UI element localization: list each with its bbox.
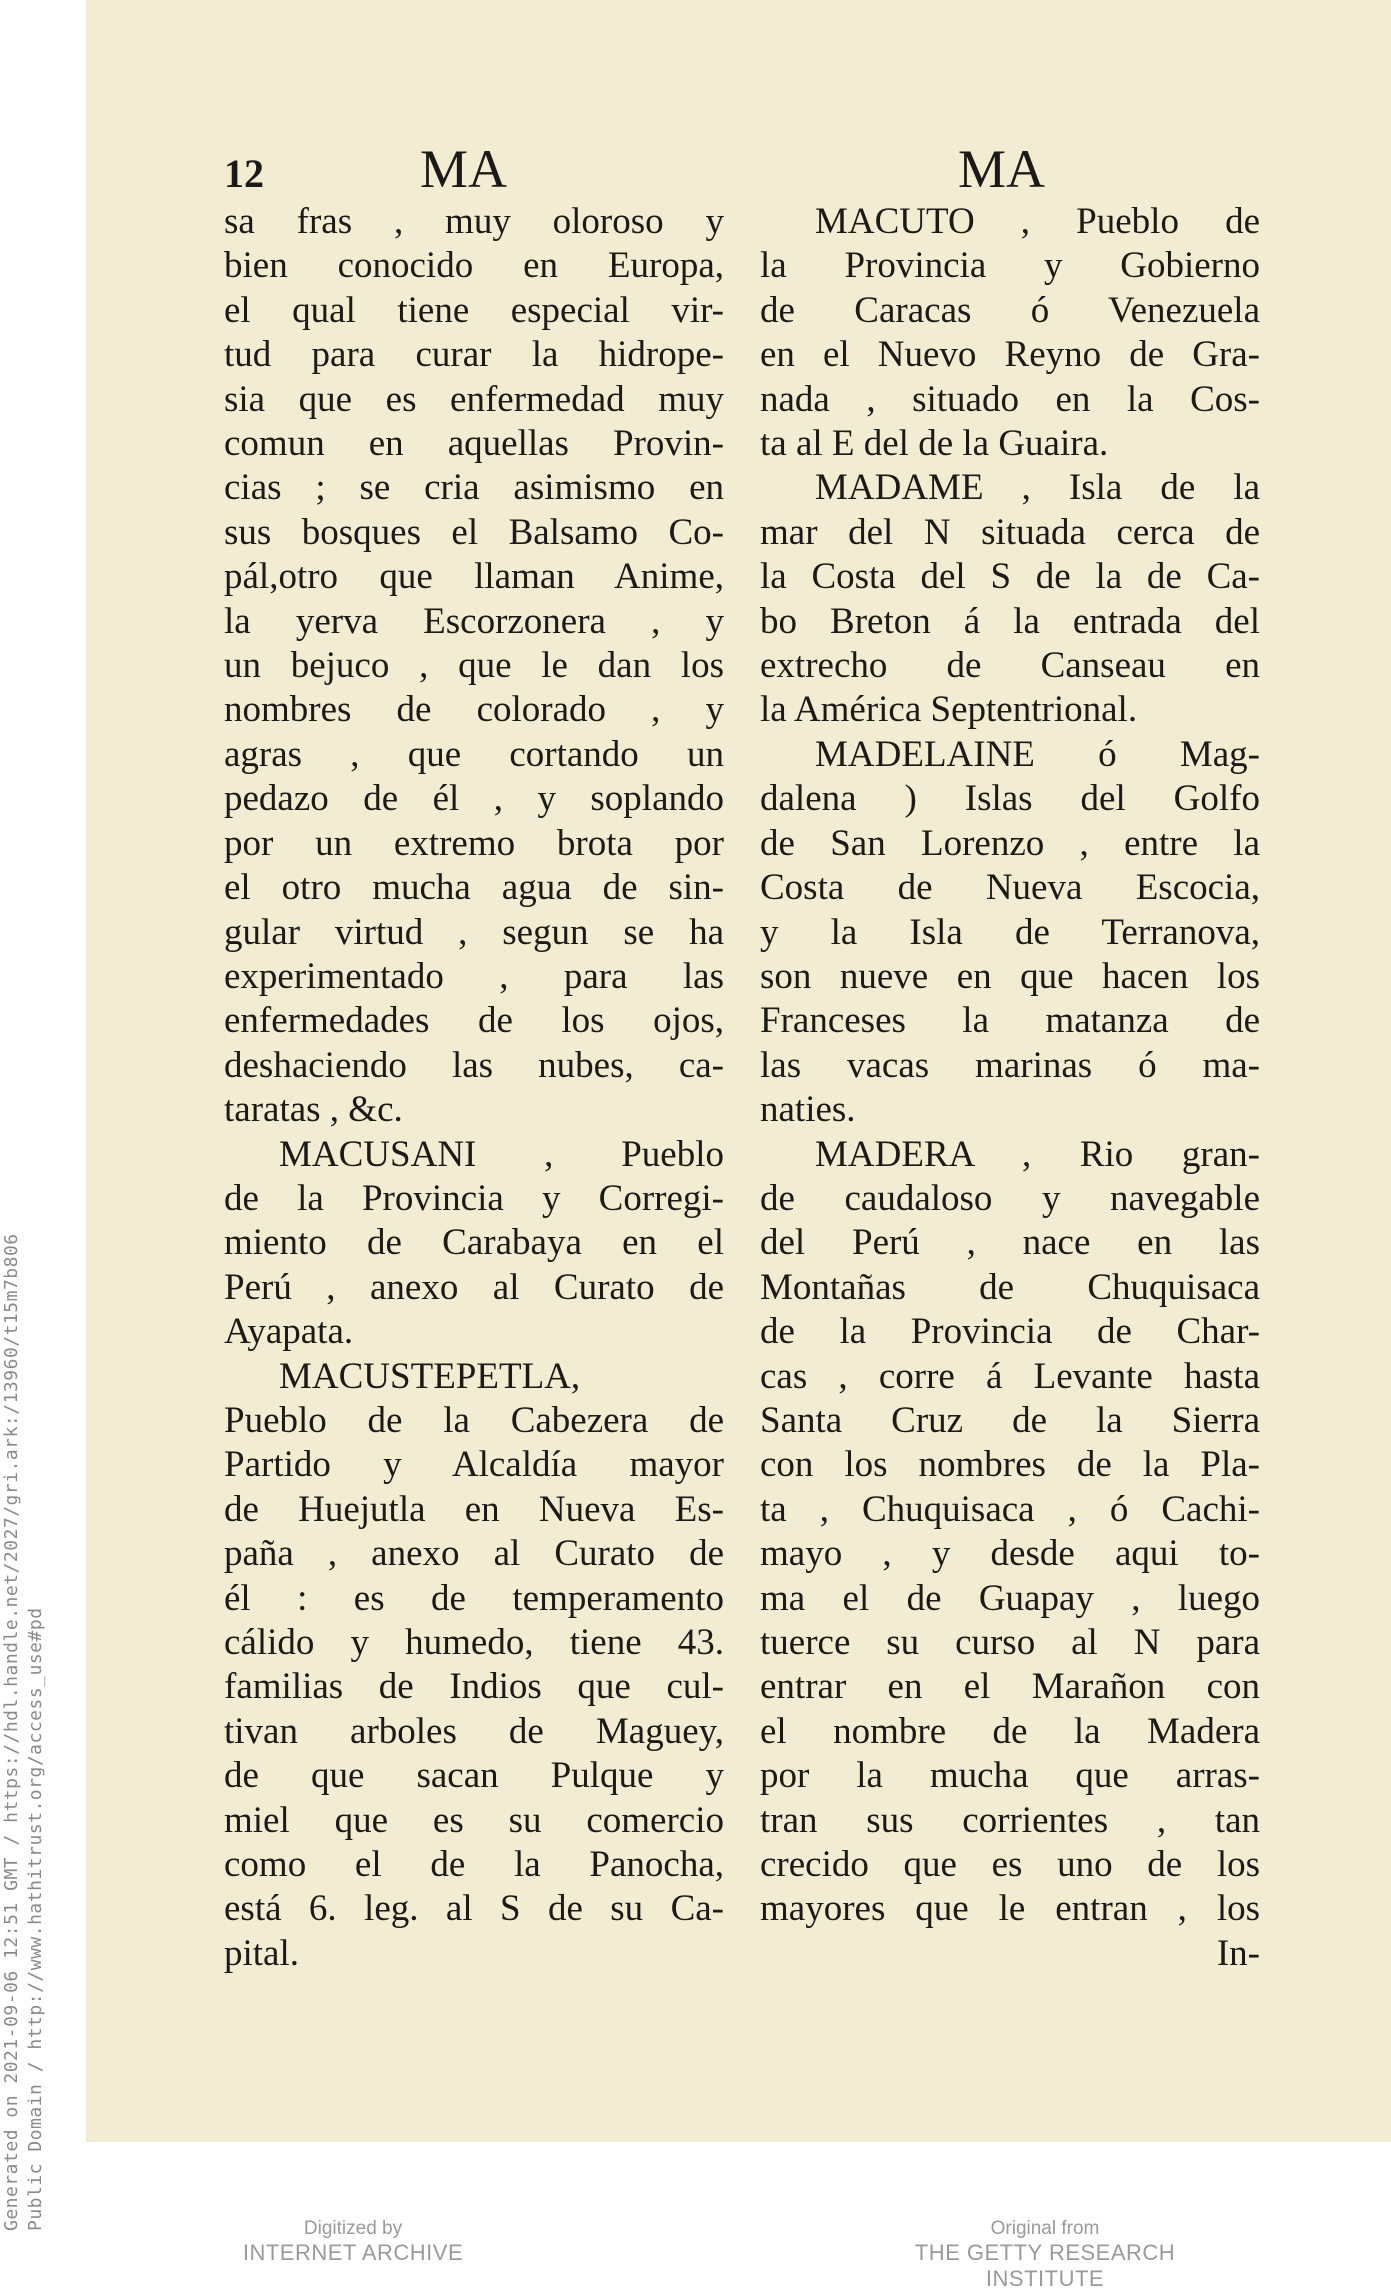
text-line: sus bosques el Balsamo Co- <box>224 511 724 553</box>
right-text-column <box>760 200 1260 1976</box>
text-line: está 6. leg. al S de su Ca- <box>224 1888 724 1930</box>
text-line: el nombre de la Madera <box>760 1710 1260 1752</box>
text-line: de la Provincia y Corregi- <box>224 1177 724 1219</box>
text-line: Franceses la matanza de <box>760 1000 1260 1042</box>
generated-note: Generated on 2021-09-06 12:51 GMT / https://hdl.handle.net/2027/gri.ark:/13960/t15m7b806 <box>1 1233 22 2231</box>
text-line: paña , anexo al Curato de <box>224 1533 724 1575</box>
text-line: bo Breton á la entrada del <box>760 600 1260 642</box>
text-line: las vacas marinas ó ma- <box>760 1044 1260 1086</box>
text-line: ta , Chuquisaca , ó Cachi- <box>760 1488 1260 1530</box>
text-line: MADELAINE ó Mag- <box>815 733 1260 775</box>
text-line: dalena ) Islas del Golfo <box>760 778 1260 820</box>
text-line: de San Lorenzo , entre la <box>760 822 1260 864</box>
text-line: la yerva Escorzonera , y <box>224 600 724 642</box>
text-line: familias de Indios que cul- <box>224 1666 724 1708</box>
text-line: cas , corre á Levante hasta <box>760 1355 1260 1397</box>
text-line: él : es de temperamento <box>224 1577 724 1619</box>
text-line: son nueve en que hacen los <box>760 955 1260 997</box>
text-line: Santa Cruz de la Sierra <box>760 1399 1260 1441</box>
text-line: por un extremo brota por <box>224 822 724 864</box>
text-line: Partido y Alcaldía mayor <box>224 1444 724 1486</box>
text-line: MACUSTEPETLA, <box>279 1355 581 1397</box>
text-line: sia que es enfermedad muy <box>224 378 724 420</box>
text-line: pital. <box>224 1932 300 1974</box>
public-domain-note: Public Domain / http://www.hathitrust.org/access_use#pd <box>25 1607 46 2231</box>
text-line: pedazo de él , y soplando <box>224 778 724 820</box>
text-line: mayores que le entran , los <box>760 1888 1260 1930</box>
text-line: tuerce su curso al N para <box>760 1622 1260 1663</box>
text-line: Perú , anexo al Curato de <box>224 1266 724 1308</box>
text-line: bien conocido en Europa, <box>224 245 724 287</box>
original-from-credit <box>855 2218 1235 2292</box>
text-line: con los nombres de la Pla- <box>760 1444 1260 1486</box>
text-line: MADERA , Rio gran- <box>815 1133 1260 1175</box>
text-line: el qual tiene especial vir- <box>224 289 724 331</box>
text-line: deshaciendo las nubes, ca- <box>224 1044 724 1086</box>
text-line: gular virtud , segun se ha <box>224 911 724 953</box>
text-line: miel que es su comercio <box>224 1799 724 1841</box>
original-from-label: Original from <box>990 2218 1100 2239</box>
text-line: Pueblo de la Cabezera de <box>224 1399 724 1441</box>
text-line: extrecho de Canseau en <box>760 645 1260 687</box>
text-line: taratas , &c. <box>224 1089 403 1131</box>
text-line: y la Isla de Terranova, <box>760 911 1260 953</box>
text-line: como el de la Panocha, <box>224 1844 724 1886</box>
text-line: de que sacan Pulque y <box>224 1755 724 1797</box>
text-line: un bejuco , que le dan los <box>224 645 724 687</box>
text-line: la Provincia y Gobierno <box>760 245 1260 287</box>
text-line: nombres de colorado , y <box>224 689 724 731</box>
text-line: tud para curar la hidrope- <box>224 334 724 376</box>
text-line: mar del N situada cerca de <box>760 511 1260 553</box>
text-line: en el Nuevo Reyno de Gra- <box>760 334 1260 376</box>
digitized-by-credit <box>238 2218 468 2266</box>
text-line: MACUTO , Pueblo de <box>815 201 1260 242</box>
text-line: entrar en el Marañon con <box>760 1666 1260 1708</box>
text-line: la Costa del S de la de Ca- <box>760 556 1260 598</box>
text-line: tivan arboles de Maguey, <box>224 1710 724 1752</box>
hathitrust-watermark <box>0 0 60 2271</box>
text-line: pál,otro que llaman Anime, <box>224 556 724 598</box>
text-line: de Huejutla en Nueva Es- <box>224 1488 724 1530</box>
text-line: Montañas de Chuquisaca <box>760 1266 1260 1308</box>
digitized-by-label: Digitized by <box>303 2218 403 2239</box>
text-line: MACUSANI , Pueblo <box>279 1133 724 1175</box>
text-line: mayo , y desde aqui to- <box>760 1533 1260 1575</box>
text-line: del Perú , nace en las <box>760 1222 1260 1264</box>
text-line: de Caracas ó Venezuela <box>760 289 1260 331</box>
text-line: el otro mucha agua de sin- <box>224 867 724 909</box>
text-line: sa fras , muy oloroso y <box>224 201 724 242</box>
page-number: 12 <box>224 151 264 196</box>
text-line: enfermedades de los ojos, <box>224 1000 724 1042</box>
internet-archive-label: INTERNET ARCHIVE <box>242 2240 464 2265</box>
text-line: In- <box>1216 1932 1260 1974</box>
getty-label: THE GETTY RESEARCH INSTITUTE <box>914 2240 1176 2291</box>
text-line: tran sus corrientes , tan <box>760 1799 1260 1841</box>
text-line: de la Provincia de Char- <box>760 1311 1260 1353</box>
text-line: comun en aquellas Provin- <box>224 423 724 465</box>
text-line: nada , situado en la Cos- <box>760 378 1260 420</box>
text-line: la América Septentrional. <box>760 689 1138 731</box>
text-line: miento de Carabaya en el <box>224 1222 724 1264</box>
left-text-column <box>224 200 724 1976</box>
text-line: ta al E del de la Guaira. <box>760 423 1109 465</box>
text-line: crecido que es uno de los <box>760 1844 1260 1886</box>
text-line: cálido y humedo, tiene 43. <box>224 1622 724 1663</box>
text-line: naties. <box>760 1089 856 1131</box>
running-head-right: MA <box>958 139 1046 199</box>
text-line: MADAME , Isla de la <box>815 467 1260 509</box>
running-head-left: MA <box>420 139 508 199</box>
text-line: cias ; se cria asimismo en <box>224 467 724 509</box>
text-line: agras , que cortando un <box>224 733 724 775</box>
text-line: por la mucha que arras- <box>760 1755 1260 1797</box>
text-line: ma el de Guapay , luego <box>760 1577 1260 1619</box>
text-line: Ayapata. <box>224 1311 354 1353</box>
text-line: Costa de Nueva Escocia, <box>760 867 1260 909</box>
text-line: de caudaloso y navegable <box>760 1177 1260 1219</box>
text-line: experimentado , para las <box>224 955 724 997</box>
